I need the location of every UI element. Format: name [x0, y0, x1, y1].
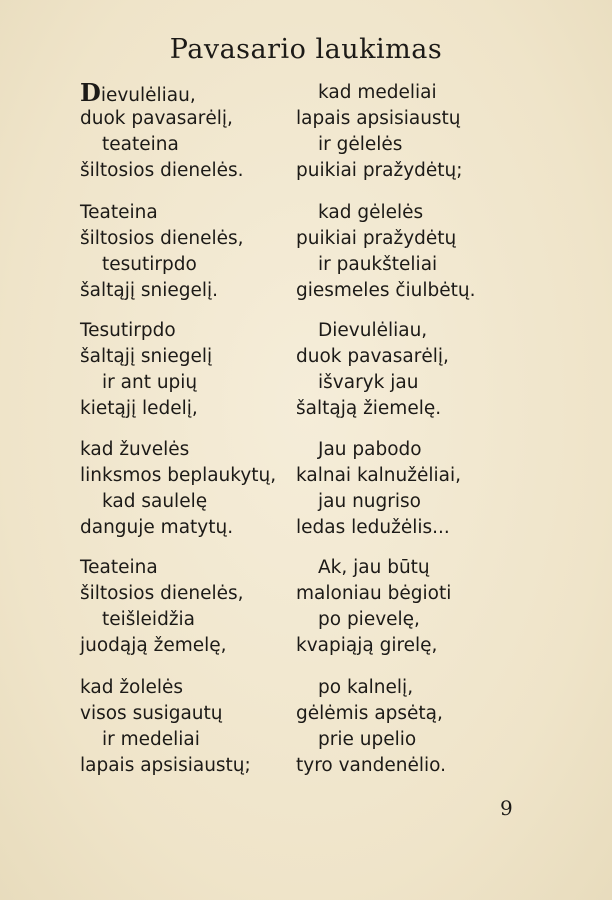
poem-line: kad žuvelės — [80, 439, 190, 460]
poem-line: šaltąjį sniegelį — [80, 346, 213, 367]
poem-line: duok pavasarėlį, — [80, 108, 233, 129]
poem-line: gėlėmis apsėtą, — [296, 703, 443, 724]
poem-line: puikiai pražydėtų — [296, 228, 457, 249]
poem-line: ir gėlelės — [318, 134, 403, 155]
poem-line: kad žolelės — [80, 677, 184, 698]
poem-line: Teateina — [80, 557, 158, 578]
poem-line: prie upelio — [318, 729, 417, 750]
right-stanza — [296, 555, 536, 659]
poem-line: ir paukšteliai — [318, 254, 438, 275]
left-stanza — [80, 675, 320, 779]
poem-line: šaltąjį sniegelį. — [80, 280, 219, 301]
poem-line: išvaryk jau — [318, 372, 419, 393]
poem-line: kad saulelę — [102, 491, 208, 512]
poem-line: tesutirpdo — [102, 254, 197, 275]
poem-line: šiltosios dienelės. — [80, 160, 244, 181]
left-stanza — [80, 200, 320, 304]
poem-line: šiltosios dienelės, — [80, 228, 244, 249]
poem-line: puikiai pražydėtų; — [296, 160, 463, 181]
right-stanza — [296, 80, 536, 184]
poem-line: linksmos beplaukytų, — [80, 465, 277, 486]
poem-line: kietąjį ledelį, — [80, 398, 198, 419]
right-stanza — [296, 200, 536, 304]
poem-line: juodąją žemelę, — [80, 635, 227, 656]
poem-line: duok pavasarėlį, — [296, 346, 449, 367]
poem-line: Dievulėliau, — [318, 320, 428, 341]
poem-line: Jau pabodo — [318, 439, 422, 460]
poem-line: Tesutirpdo — [80, 320, 176, 341]
poem-line: kvapiąją girelę, — [296, 635, 438, 656]
poem-line — [80, 80, 320, 106]
poem-line: Teateina — [80, 202, 158, 223]
poem-line: maloniau bėgioti — [296, 583, 452, 604]
poem-line: jau nugriso — [318, 491, 421, 512]
poem-line: kalnai kalnužėliai, — [296, 465, 461, 486]
poem-line: šiltosios dienelės, — [80, 583, 244, 604]
left-stanza — [80, 555, 320, 659]
poem-line: šaltąją žiemelę. — [296, 398, 442, 419]
drop-cap: D — [80, 78, 101, 107]
poem-line: ledas ledužėlis... — [296, 517, 450, 538]
poem-line: po pievelę, — [318, 609, 420, 630]
poem-line: giesmeles čiulbėtų. — [296, 280, 476, 301]
poem-line: teateina — [102, 134, 179, 155]
left-stanza — [80, 80, 320, 184]
poem-line: lapais apsisiaustų — [296, 108, 461, 129]
right-stanza — [296, 318, 536, 422]
left-stanza — [80, 318, 320, 422]
poem-title: Pavasario laukimas — [169, 34, 443, 65]
right-stanza — [296, 437, 536, 541]
poem-line-text: ievulėliau, — [100, 85, 196, 106]
poem-line: kad medeliai — [318, 82, 437, 103]
poem-line: kad gėlelės — [318, 202, 424, 223]
left-stanza — [80, 437, 320, 541]
poem-line: visos susigautų — [80, 703, 223, 724]
right-stanza — [296, 675, 536, 779]
poem-line: teišleidžia — [102, 609, 196, 630]
poem-line: ir medeliai — [102, 729, 200, 750]
poem-line: po kalnelį, — [318, 677, 414, 698]
poem-line: ir ant upių — [102, 372, 198, 393]
poem-line: lapais apsisiaustų; — [80, 755, 251, 776]
poem-line: danguje matytų. — [80, 517, 234, 538]
poem-line: Ak, jau būtų — [318, 557, 430, 578]
poem-line: tyro vandenėlio. — [296, 755, 446, 776]
page-number: 9 — [500, 796, 513, 820]
